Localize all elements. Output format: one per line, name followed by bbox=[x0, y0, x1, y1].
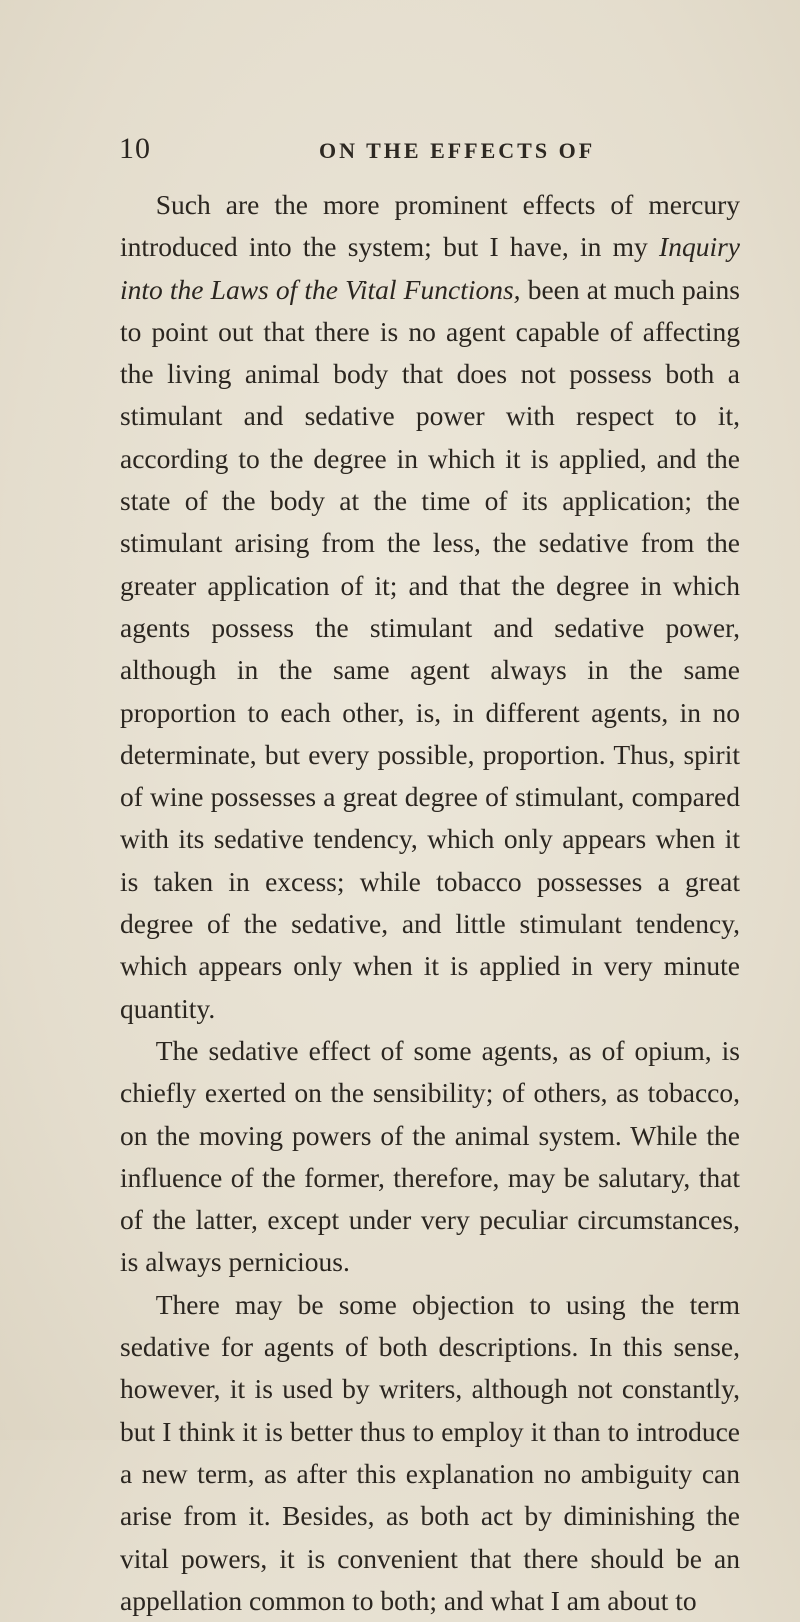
running-title: ON THE EFFECTS OF bbox=[319, 138, 596, 163]
book-title-italic: Inquiry into the Laws of the Vital Functions, bbox=[120, 231, 740, 305]
running-head bbox=[119, 132, 739, 168]
paragraph-3: There may be some objection to using the term sedative for agents of both descriptions. In this sense, however, it is used by writers, although not constantly, but I think it is better thus to employ it than to introduce a new term, as after this explanation no ambiguity can arise from it. Besides, as both act by diminishing the vital powers, it is convenient that there should be an appellation common to both; and what I am about to bbox=[120, 1288, 740, 1616]
paragraph-1-text-b: been at much pains to point out that there is no agent capable of affecting the living animal body that does not possess both a stimulant and sedative power with respect to it, according to the degree in which it is applied, and the state of the body at the time of its application; the stimulant arising from the less, the sedative from the greater application of it; and that the degree in which agents possess the stimulant and sedative power, although in the same agent always in the same proportion to each other, is, in different agents, in no determinate, but every possible, proportion. Thus, spirit of wine possesses a great degree of stimulant, compared with its sedative tendency, which only appears when it is taken in excess; while tobacco possesses a great degree of the sedative, and little stimulant tendency, which appears only when it is applied in very minute quantity. bbox=[120, 273, 741, 1024]
paragraph-1-text-a: Such are the more prominent effects of mercury introduced into the system; but I have, in my bbox=[120, 189, 740, 263]
page-number: 10 bbox=[119, 132, 151, 165]
body-text bbox=[120, 184, 740, 1622]
paragraph-1 bbox=[120, 184, 740, 1030]
paragraph-2: The sedative effect of some agents, as of opium, is chiefly exerted on the sensibility; of others, as tobacco, on the moving powers of the animal system. While the influence of the former, therefore, may be salutary, that of the latter, except under very peculiar circumstances, is always pernicious. bbox=[120, 1034, 740, 1278]
